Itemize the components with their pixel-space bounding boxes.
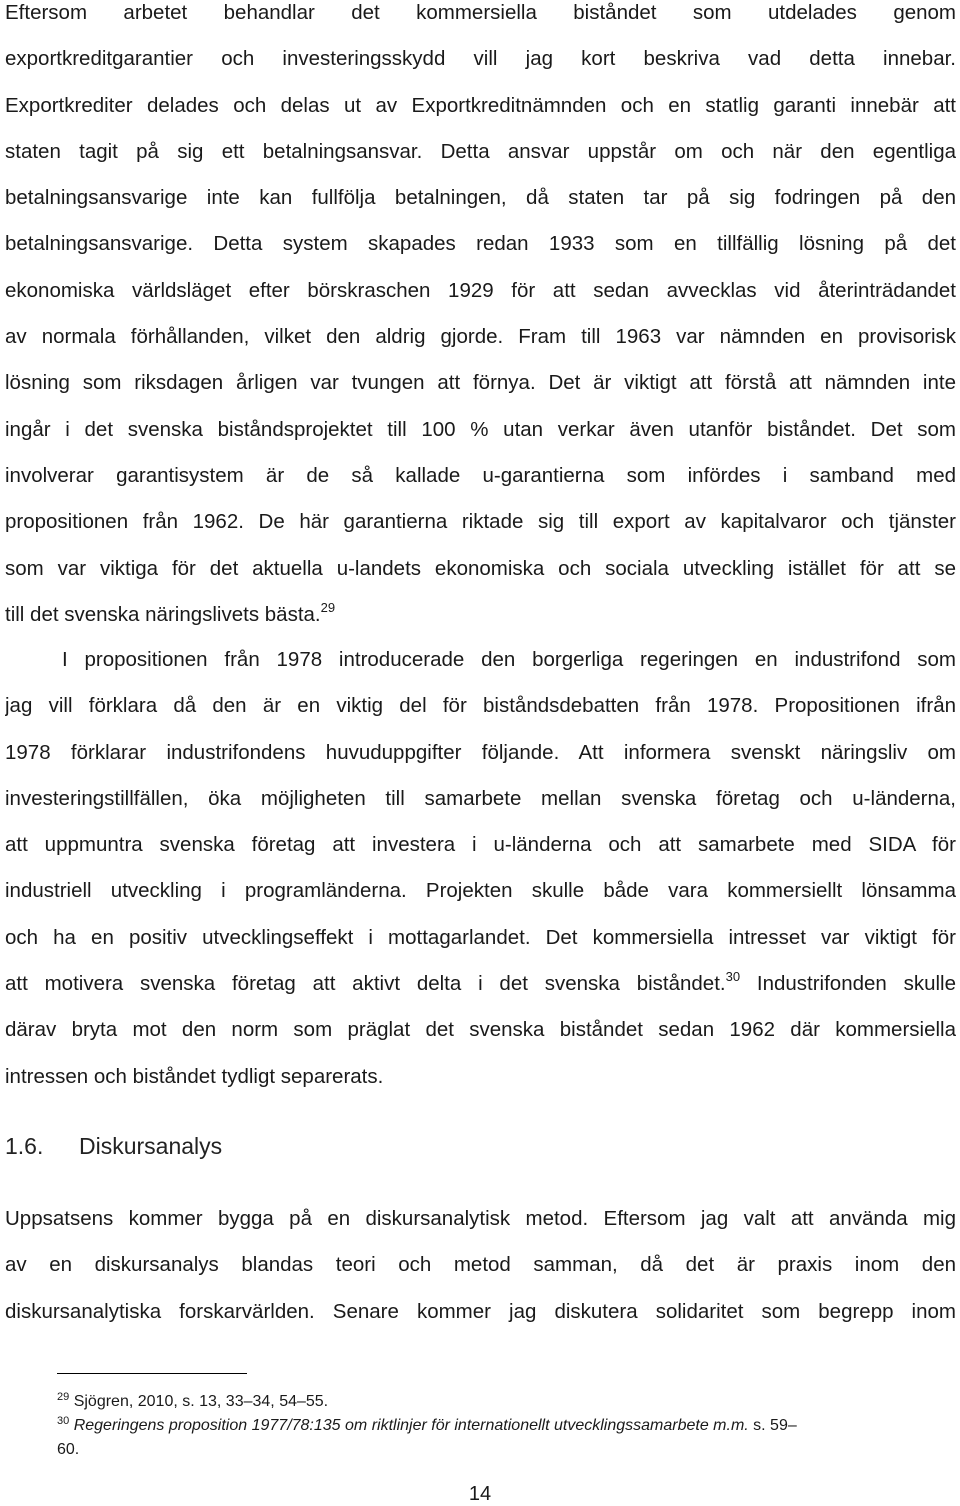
text-line: ingår i det svenska biståndsprojektet till 100 % utan verkar även utanför biståndet. Det som <box>5 417 956 441</box>
footnote-29 <box>57 1390 957 1414</box>
text-line: Exportkrediter delades och delas ut av Exportkreditnämnden och en statlig garanti innebär att <box>5 93 956 117</box>
text-line: betalningsansvarige inte kan fullfölja betalningen, då staten tar på sig fodringen på den <box>5 186 956 210</box>
footnote-number: 30 <box>57 1415 70 1427</box>
text-line: industriell utveckling i programländerna. Projekten skulle både vara kommersiellt lönsamma <box>5 879 956 903</box>
footnote-ref-30[interactable]: 30 <box>725 969 741 985</box>
text-line: av normala förhållanden, vilket den aldrig gjorde. Fram till 1963 var nämnden en provisorisk <box>5 325 956 349</box>
page-number: 14 <box>468 1483 492 1505</box>
text-line: Uppsatsens kommer bygga på en diskursanalytisk metod. Eftersom jag valt att använda mig <box>5 1207 956 1230</box>
section-number: 1.6. <box>5 1133 44 1159</box>
paragraph-industrifond <box>5 637 956 1100</box>
text-line: diskursanalytiska forskarvärlden. Senare kommer jag diskutera solidaritet som begrepp inom <box>5 1299 956 1323</box>
text-line <box>5 592 956 638</box>
paragraph-export-credits <box>5 0 956 638</box>
footnote-number: 29 <box>57 1391 70 1403</box>
section-heading <box>5 1133 222 1160</box>
footnote-text-cont: 60. <box>57 1441 80 1458</box>
footnote-text: Sjögren, 2010, s. 13, 33–34, 54–55. <box>73 1393 329 1410</box>
text-line <box>5 961 956 1007</box>
footnote-separator <box>57 1373 247 1374</box>
text-line: 1978 förklarar industrifondens huvuduppgifter följande. Att informera svenskt näringsliv om <box>5 740 956 764</box>
text-line: av en diskursanalys blandas teori och metod samman, då det är praxis inom den <box>5 1253 956 1277</box>
text-line: involverar garantisystem är de så kallade u-garantierna som infördes i samband med <box>5 463 956 487</box>
text-fragment: att motivera svenska företag att aktivt delta i det svenska biståndet. <box>5 972 726 996</box>
text-line: betalningsansvarige. Detta system skapades redan 1933 som en tillfällig lösning på det <box>5 232 956 256</box>
text-line: därav bryta mot den norm som präglat det svenska biståndet sedan 1962 där kommersiella <box>5 1018 956 1042</box>
text-line: jag vill förklara då den är en viktig del för biståndsdebatten från 1978. Propositionen ifrån <box>5 694 956 718</box>
text-fragment: till det svenska näringslivets bästa. <box>5 602 321 626</box>
text-line: som var viktiga för det aktuella u-landets ekonomiska och sociala utveckling istället för att se <box>5 556 956 580</box>
footnote-ref-29[interactable]: 29 <box>320 599 336 615</box>
paragraph-diskursanalys <box>5 1196 956 1335</box>
text-line: I propositionen från 1978 introducerade den borgerliga regeringen en industrifond som <box>62 648 956 671</box>
text-line: propositionen från 1962. De här garantierna riktade sig till export av kapitalvaror och tjänster <box>5 510 956 534</box>
text-line: Eftersom arbetet behandlar det kommersiella biståndet som utdelades genom <box>5 1 956 24</box>
footnote-30 <box>57 1414 957 1462</box>
text-line: att uppmuntra svenska företag att investera i u-länderna och att samarbete med SIDA för <box>5 833 956 857</box>
text-line: intressen och biståndet tydligt separerats. <box>5 1064 384 1088</box>
footnote-title: Regeringens proposition 1977/78:135 om riktlinjer för internationellt utvecklingssamarbete m.m. <box>73 1417 749 1434</box>
section-title: Diskursanalys <box>79 1133 223 1159</box>
text-line: investeringstillfällen, öka möjligheten till samarbete mellan svenska företag och u-länderna, <box>5 786 956 810</box>
footnote-text: s. 59– <box>748 1417 797 1434</box>
text-line: ekonomiska världsläget efter börskraschen 1929 för att sedan avvecklas vid återinträdandet <box>5 278 956 302</box>
text-fragment: Industrifonden skulle <box>740 972 956 996</box>
text-line: staten tagit på sig ett betalningsansvar. Detta ansvar uppstår om och när den egentliga <box>5 139 956 163</box>
text-line: och ha en positiv utvecklingseffekt i mottagarlandet. Det kommersiella intresset var viktigt för <box>5 925 956 949</box>
text-line: exportkreditgarantier och investeringsskydd vill jag kort beskriva vad detta innebar. <box>5 47 956 71</box>
footnotes <box>57 1390 957 1462</box>
text-line: lösning som riksdagen årligen var tvungen att förnya. Det är viktigt att förstå att nämnden inte <box>5 371 956 395</box>
